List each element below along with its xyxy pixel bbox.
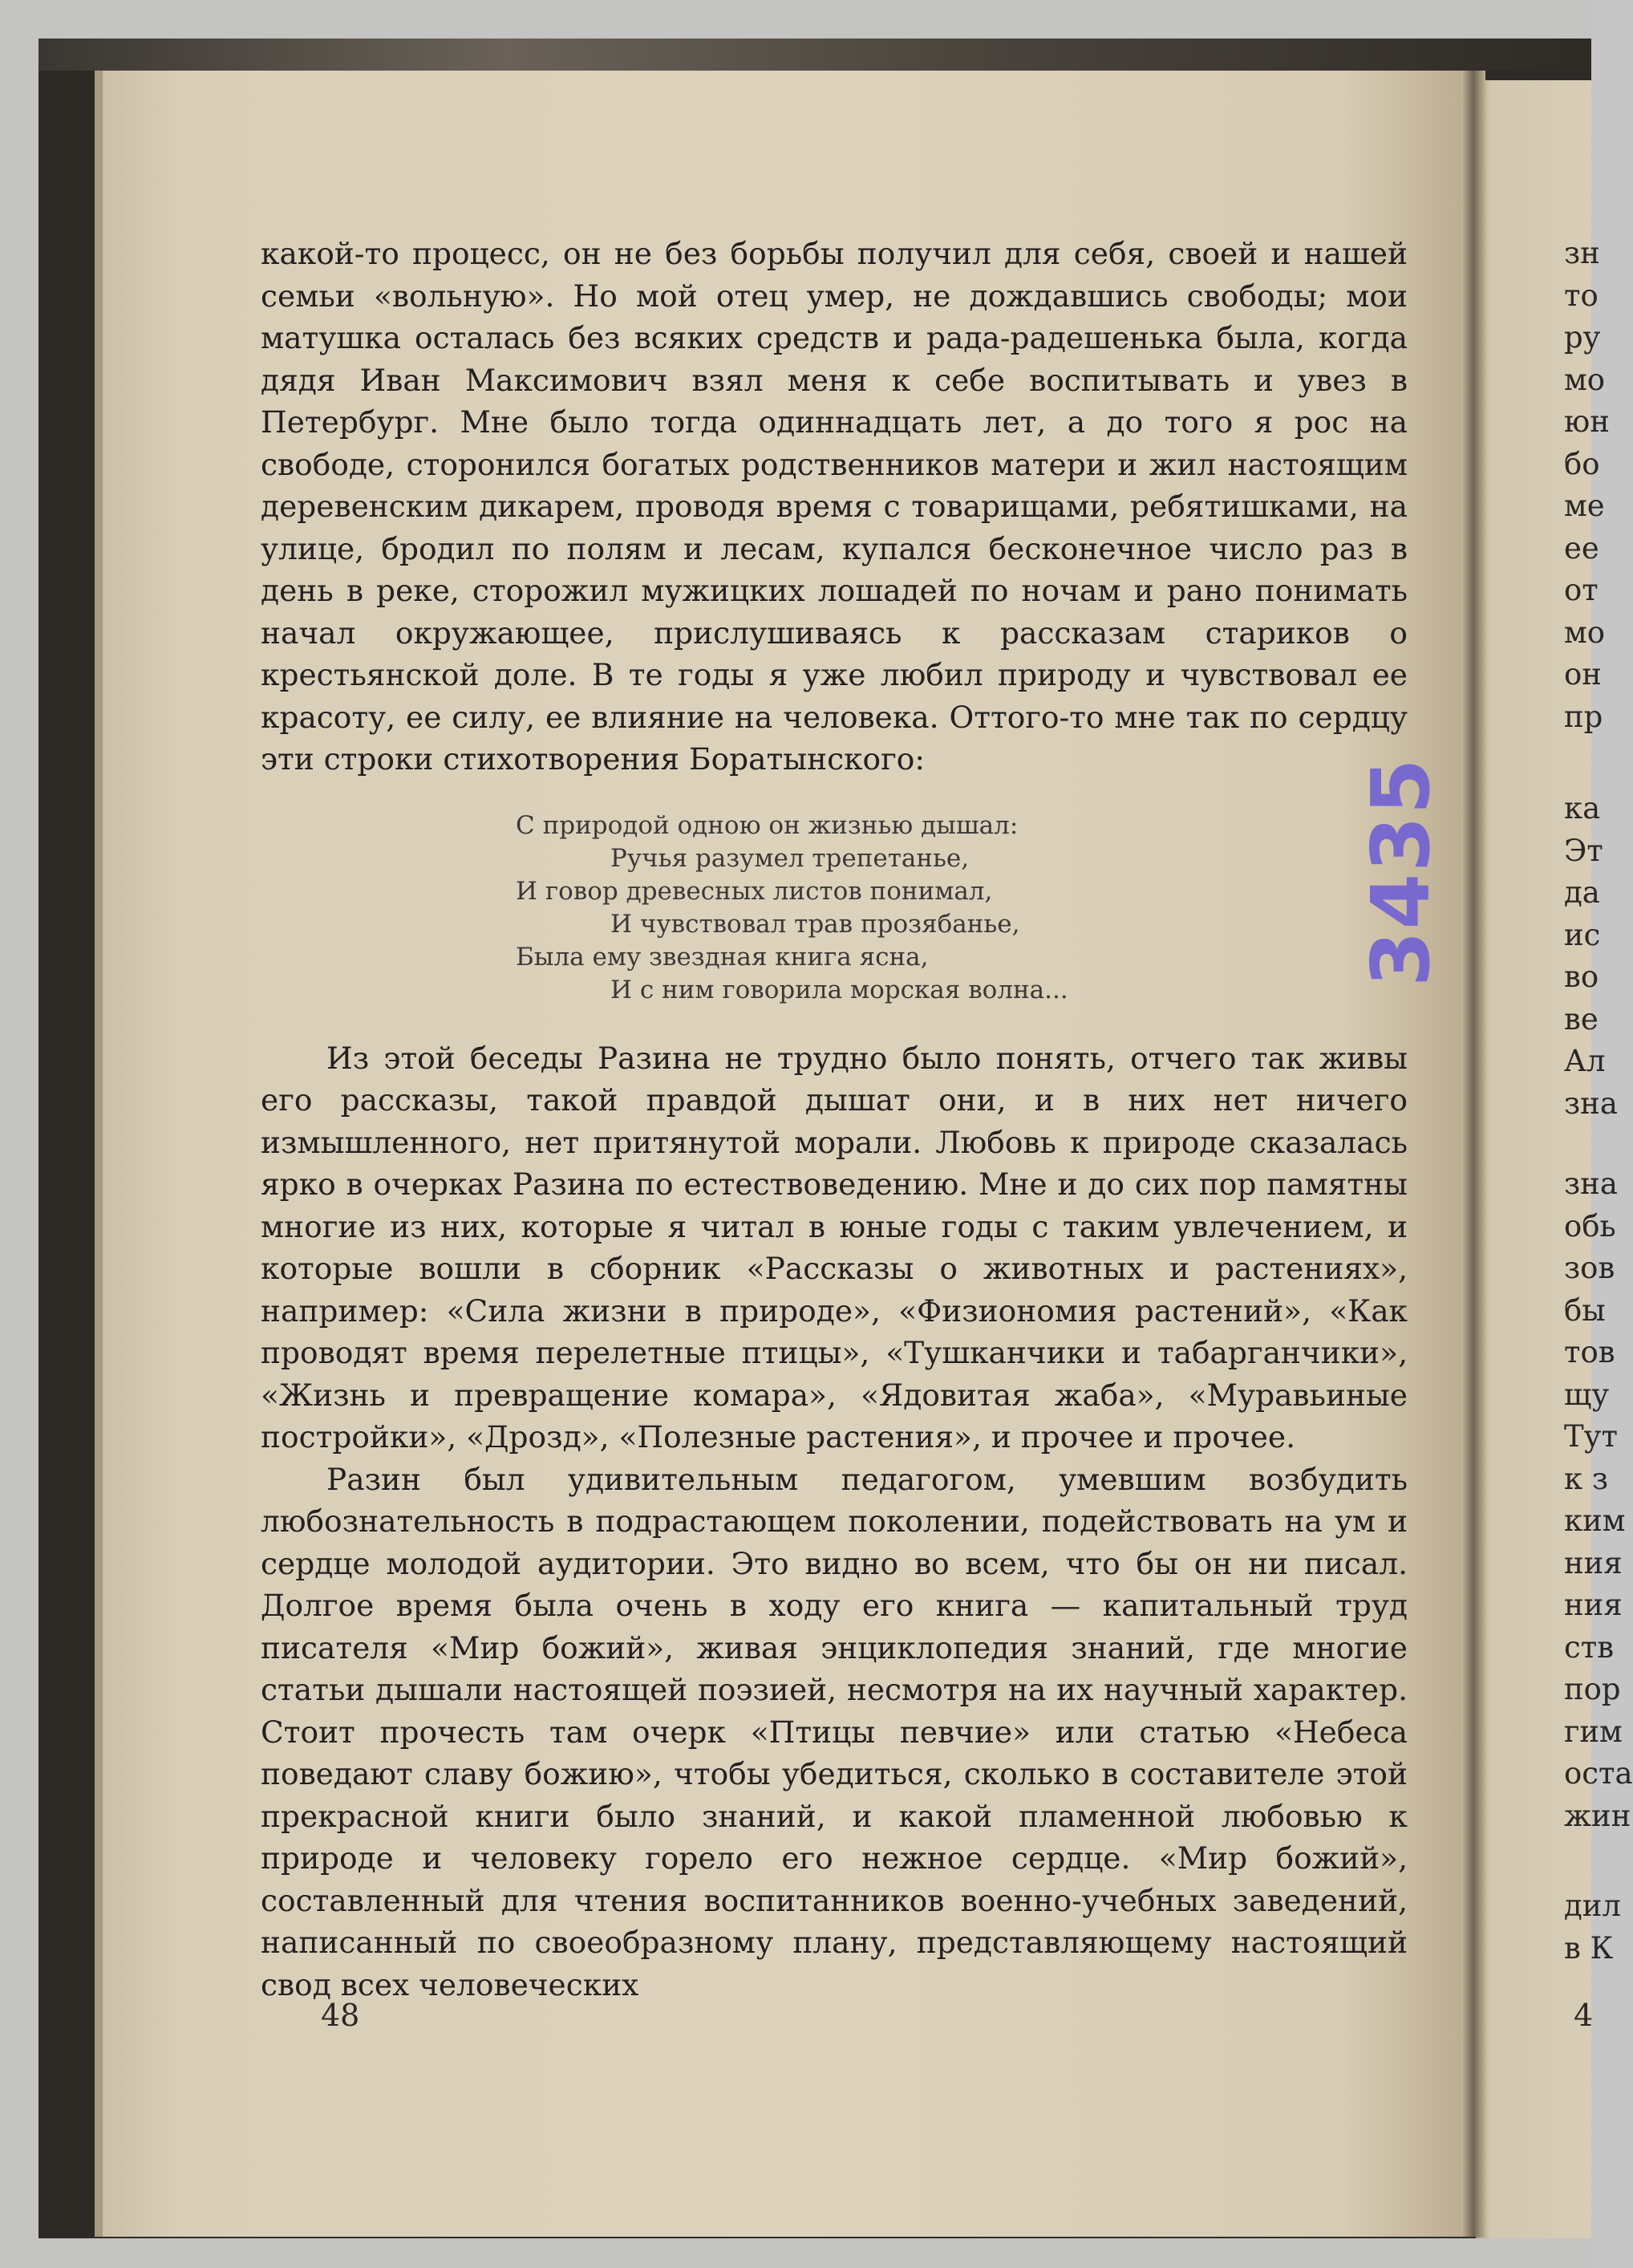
fragment-line: ру	[1564, 320, 1601, 355]
fragment-line: зов	[1564, 1251, 1615, 1285]
fragment-line: пр	[1564, 699, 1603, 734]
poem-line: И говор древесных листов понимал,	[516, 876, 993, 906]
fragment-line: да	[1564, 875, 1600, 910]
fragment-line: дил	[1564, 1889, 1621, 1923]
fragment-line: жин	[1564, 1798, 1631, 1833]
poem-line: И чувствовал трав прозябанье,	[610, 909, 1020, 939]
poem-quote	[516, 809, 1408, 1007]
fragment-line: мо	[1564, 362, 1606, 397]
fragment-line: ме	[1564, 489, 1605, 523]
poem-line: И с ним говорила морская волна...	[610, 975, 1068, 1004]
fragment-line: оста	[1564, 1756, 1633, 1791]
paragraph-3: Разин был удивительным педагогом, умевшим возбудить любознательность в подрастающем поколении, подействовать на ум и сердце молодой аудитории. Это видно во всем, что бы он ни писал. Долгое время была очень в ходу его книга — капитальный труд писателя «Мир божий», живая энциклопедия знаний, где многие статьи дышали настоящей поэзией, несмотря на их научный характер. Стоит прочесть там очерк «Птицы певчие» или статью «Небеса поведают славу божию», чтобы убедиться, сколько в составителе этой прекрасной книги было знаний, и какой пламенной любовью к природе и человеку горело его нежное сердце. «Мир божий», составленный для чтения воспитанников военно-учебных заведений, написанный по своеобразному плану, представляющему настоящий свод всех человеческих	[261, 1461, 1408, 2002]
fragment-line: зна	[1564, 1085, 1618, 1121]
fragment-line: от	[1564, 573, 1599, 607]
fragment-line: мо	[1564, 615, 1606, 650]
fragment-line: ка	[1564, 791, 1601, 826]
fragment-line: в К	[1564, 1930, 1614, 1966]
fragment-line: к з	[1564, 1461, 1609, 1496]
page-text	[261, 233, 1408, 2006]
page-number: 48	[321, 1998, 360, 2033]
right-page-fragment-d	[1564, 1885, 1621, 1970]
archive-stamp: 3435	[1354, 757, 1448, 987]
fragment-line: во	[1564, 960, 1599, 994]
fragment-line: гим	[1564, 1714, 1623, 1749]
fragment-line: ким	[1564, 1503, 1626, 1538]
right-page-fragment-a	[1564, 233, 1610, 738]
fragment-line: зн	[1564, 236, 1600, 270]
book-cover-top	[38, 39, 1591, 71]
right-page-number: 4	[1574, 1998, 1594, 2033]
fragment-line: зна	[1564, 1166, 1618, 1201]
fragment-line: ния	[1564, 1545, 1623, 1580]
right-page-fragment-c	[1564, 1163, 1633, 1837]
fragment-line: бы	[1564, 1292, 1606, 1328]
paragraph-2: Из этой беседы Разина не трудно было понять, отчего так живы его рассказы, такой правдой дышат они, и в них нет ничего измышленного, нет притянутой морали. Любовь к природе сказалась ярко в очерках Разина по естествоведению. Мне и до сих пор памятны многие из них, которые я читал в юные годы с таким увлечением, и которые вошли в сборник «Рассказы о животных и растениях», например: «Сила жизни в природе», «Физиономия растений», «Как проводят время перелетные птицы», «Тушканчики и табарганчики», «Жизнь и превращение комара», «Ядовитая жаба», «Муравьиные постройки», «Дрозд», «Полезные растения», и прочее и прочее.	[261, 1040, 1408, 1455]
fragment-line: Ал	[1564, 1044, 1606, 1078]
fragment-line: пор	[1564, 1672, 1621, 1706]
fragment-line: юн	[1564, 404, 1610, 439]
fragment-line: ств	[1564, 1629, 1615, 1665]
fragment-line: Тут	[1564, 1419, 1618, 1454]
fragment-line: обь	[1564, 1208, 1616, 1244]
fragment-line: ис	[1564, 917, 1601, 952]
poem-line: Была ему звездная книга ясна,	[516, 942, 929, 972]
fragment-line: тов	[1564, 1335, 1615, 1369]
poem-line: Ручья разумел трепетанье,	[610, 843, 970, 873]
right-page-fragment-b	[1564, 788, 1618, 1125]
fragment-line: щу	[1564, 1377, 1610, 1412]
paragraph-1: какой-то процесс, он не без борьбы получил для себя, своей и нашей семьи «вольную». Но мой отец умер, не дождавшись свободы; мои матушка осталась без всяких средств и рада-радешенька была, когда дядя Иван Максимович взял меня к себе воспитывать и увез в Петербург. Мне было тогда одиннадцать лет, а до того я рос на свободе, сторонился богатых родственников матери и жил настоящим деревенским дикарем, проводя время с товарищами, ребятишками, на улице, бродил по полям и лесам, купался бесконечное число раз в день в реке, сторожил мужицких лошадей по ночам и рано понимать начал окружающее, прислушиваясь к рассказам стариков о крестьянской доле. В те годы я уже любил природу и чувствовал ее красоту, ее силу, ее влияние на человека. Оттого-то мне так по сердцу эти строки стихотворения Боратынского:	[261, 236, 1408, 777]
fragment-line: бо	[1564, 446, 1600, 481]
fragment-line: Эт	[1564, 833, 1603, 868]
fragment-line: ве	[1564, 1001, 1599, 1037]
fragment-line: ее	[1564, 530, 1599, 566]
poem-line: С природой одною он жизнью дышал:	[516, 810, 1019, 840]
book-gutter	[1461, 71, 1485, 2237]
fragment-line: то	[1564, 278, 1599, 313]
fragment-line: ния	[1564, 1588, 1623, 1622]
fragment-line: он	[1564, 657, 1602, 692]
